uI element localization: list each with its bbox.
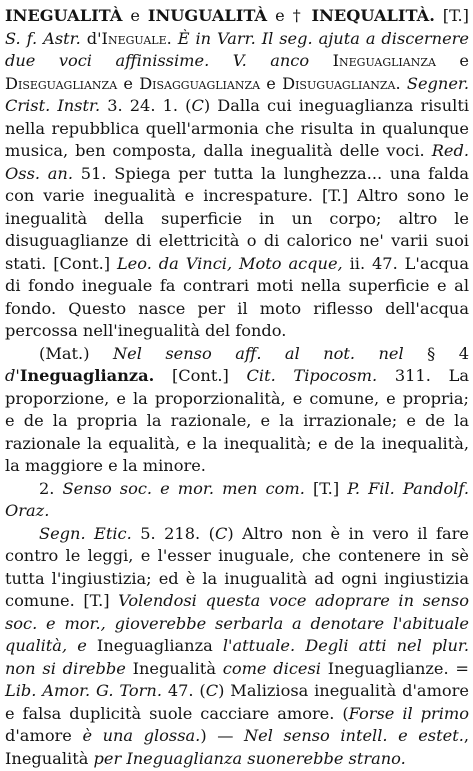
entry-paragraph-main [5, 5, 469, 343]
text-run: Diseguaglianza [5, 73, 118, 93]
text-run: [T.] [304, 478, 348, 498]
text-run: , Inegualità [5, 726, 469, 768]
text-run: è una glossa. [82, 726, 201, 745]
text-run: e [117, 73, 140, 93]
text-run: Inegualità [125, 658, 223, 678]
text-run: [T.] [434, 6, 469, 25]
text-run: Ineguaglianza. [19, 366, 155, 385]
text-run: Ineguaglianza [332, 51, 436, 70]
text-run: Ineguaglianza suonerebbe strano. [126, 748, 406, 768]
text-run: ) Altro non è in vero il fare contro le leggi, e l'esser inuguale, che contenere in sè tutta l'ingiustizia; ed è la inugualità ad ogni ingiustizia comune. [T.] [5, 523, 469, 610]
text-run: Nel senso aff. al not. nel [112, 343, 404, 363]
text-run: Ineguaglianze. = [320, 658, 469, 678]
text-run: 5. 218. ( [131, 523, 215, 543]
text-run: e [260, 73, 283, 93]
text-run: Leo. da Vinci, Moto acque, [116, 253, 343, 273]
text-run: Ineguale [101, 28, 167, 48]
text-run: Red. Oss. an. [5, 141, 469, 183]
text-run: Segn. Etic. [39, 523, 132, 543]
text-run: INEGUALITÀ [5, 6, 123, 25]
text-run: per [93, 748, 122, 768]
text-run: (Mat.) [39, 343, 113, 363]
text-run: Segner. Crist. Instr. [5, 73, 470, 115]
text-run: Forse il primo [348, 703, 469, 723]
text-run: e [435, 51, 469, 70]
text-run: . [395, 73, 407, 93]
text-run: INUGUALITÀ [147, 6, 268, 25]
text-run: C [214, 523, 228, 543]
text-run: 3. 24. 1. ( [100, 96, 192, 115]
entry-paragraph-sense-2 [5, 478, 469, 523]
text-run: 311. La proporzione, e la proporzionalità, e comune, e propria; e de la propria la razionale, e la irrazionale; e de la razionale la equalità, e la inequalità; e de la inequalità, la maggiore e la minore. [5, 366, 469, 475]
text-run: ) Maliziosa inegualità d'amore e falsa duplicità suole cacciare amore. ( [5, 681, 469, 723]
text-run: C [191, 96, 204, 115]
text-run: INEQUALITÀ. [311, 6, 435, 25]
text-run: Lib. Amor. G. Torn. [5, 681, 162, 700]
text-run: e † [267, 6, 312, 25]
text-run: d' [80, 28, 102, 48]
text-run: Disuguaglianza [282, 73, 396, 93]
dictionary-entry [5, 5, 469, 770]
text-run: C [205, 681, 219, 700]
text-run: ) Dalla cui ineguaglianza risulti nella repubblica quell'armonia che risulta in qualunque musica, ben composta, dalla inegualità delle voci. [5, 96, 470, 160]
text-run: S. f. Astr. [5, 28, 81, 48]
text-run: . [166, 28, 178, 48]
text-run: Cit. Tipocosm. [246, 366, 378, 385]
text-run: Disagguaglianza [139, 73, 261, 93]
text-run: ) — [200, 726, 244, 745]
text-run: come dicesi [222, 658, 321, 678]
text-run: Ineguaglianza [86, 636, 223, 655]
text-run: e [122, 6, 148, 25]
entry-paragraph-citations [5, 523, 469, 771]
text-run: [Cont.] [154, 366, 247, 385]
text-run: P. Fil. Pandolf. Oraz. [5, 478, 469, 520]
text-run: Senso soc. e mor. men com. [62, 478, 305, 498]
text-run: Volendosi questa voce adoprare in senso soc. e mor., gioverebbe serbarla a denotare l'abituale qualità, e [5, 591, 469, 655]
text-run: Nel senso intell. e estet. [243, 726, 464, 745]
text-run [309, 51, 333, 70]
text-run: 47. ( [161, 681, 206, 700]
text-run: l'attuale. Degli atti nel plur. non si direbbe [5, 636, 469, 678]
text-run: § 4 [403, 343, 470, 363]
text-run: d'amore [5, 726, 83, 745]
text-run: 51. Spiega per tutta la lunghezza... una falda con varie inegualità e increspature. [T.] Altro sono le inegualità della superficie in un corpo; altro le disuguaglianze di elettricità o di calorico ne' varii suoi stati. [Cont.] [5, 163, 469, 273]
text-run: È in Varr. Il seg. ajuta a discernere due voci affinissime. V. anco [5, 28, 469, 70]
entry-paragraph-mathematics [5, 343, 469, 478]
text-run: 2. [39, 478, 63, 498]
text-run: d' [5, 366, 20, 385]
text-run: ii. 47. L'acqua di fondo ineguale fa contrari moti nella superficie e al fondo. Questo nasce per il moto riflesso dell'acqua percossa nell'inegualità del fondo. [5, 253, 469, 340]
